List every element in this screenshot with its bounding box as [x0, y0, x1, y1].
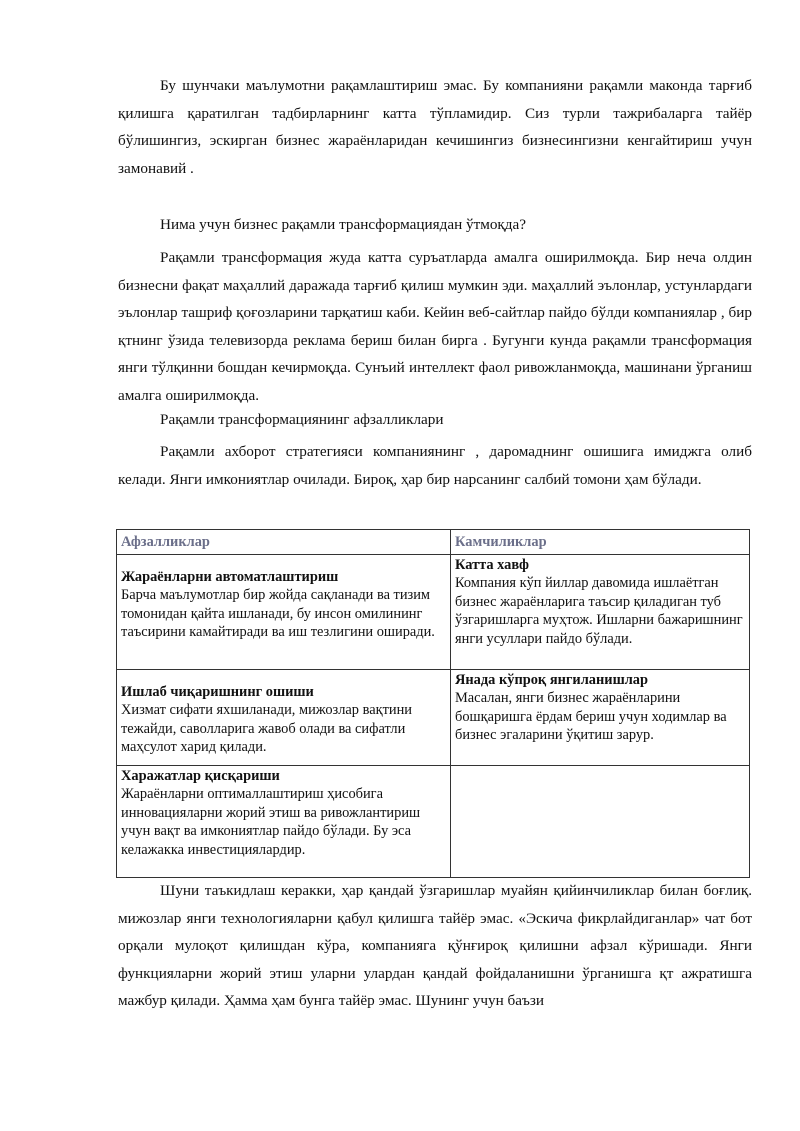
table-row — [117, 669, 750, 765]
paragraph-strategy: Рақамли ахборот стратегияси компаниянинг , даромаднинг ошишига имиджга олиб келади. Янги имкониятлар очилади. Бироқ, ҳар бир нарсанинг салбий томони ҳам бўлади. — [118, 443, 752, 488]
advantage-text: Барча маълумотлар бир жойда сақланади ва тизим томонидан қайта ишланади, бу инсон омилининг таъсирини камайтиради ва иш тезлигини оширади. — [121, 587, 435, 641]
paragraph-challenges: Шуни таъкидлаш керакки, ҳар қандай ўзгаришлар муайян қийинчиликлар билан боғлиқ. мижозлар янги технологияларни қабул қилишга тайёр эмас. «Эскича фикрлайдиганлар» чат бот орқали мулоқот қилишдан кўра, компанияга қўнғироқ қилишни афзал кўришади. Янги функцияларни жорий этиш уларни улардан қандай фойдаланишни ўрганишга қт ажратишга мажбур қилади. Ҳамма ҳам бунга тайёр эмас. Шунинг учун баъзи — [118, 882, 752, 1009]
section-heading-advantages: Рақамли трансформациянинг афзалликлари — [160, 411, 444, 428]
table-row — [117, 554, 750, 669]
disadvantage-cell — [451, 669, 750, 765]
advantage-title: Харажатлар қисқариши — [121, 767, 280, 784]
disadvantage-text: Компания кўп йиллар давомида ишлаётган бизнес жараёнларига таъсир қиладиган туб ўзгаришларга муҳтож. Ишларни бажаришнинг янги усуллари пайдо бўлади. — [455, 575, 743, 647]
advantage-cell — [117, 669, 451, 765]
disadvantage-cell — [451, 554, 750, 669]
advantage-cell — [117, 554, 451, 669]
table-header-row — [117, 530, 750, 555]
header-advantages: Афзалликлар — [117, 530, 451, 555]
advantage-text: Хизмат сифати яхшиланади, мижозлар вақтини тежайди, саволларига жавоб олади ва сифатли маҳсулот харид қилади. — [121, 702, 412, 756]
disadvantage-text: Масалан, янги бизнес жараёнларини бошқаришга ёрдам бериш учун ходимлар ва бизнес эгаларини ўқитиш зарур. — [455, 690, 727, 744]
advantage-cell — [117, 765, 451, 877]
advantage-title: Ишлаб чиқаришнинг ошиши — [121, 683, 314, 700]
header-disadvantages: Камчиликлар — [451, 530, 750, 555]
advantage-title: Жараёнларни автоматлаштириш — [121, 568, 339, 585]
advantage-text: Жараёнларни оптималлаштириш ҳисобига инновацияларни жорий этиш ва ривожлантириш учун вақт ва имкониятлар пайдо бўлади. Бу эса келажакка инвестициялардир. — [121, 786, 421, 858]
table-row — [117, 765, 750, 877]
comparison-table — [116, 529, 750, 878]
disadvantage-cell-empty — [451, 765, 750, 877]
disadvantage-title: Катта хавф — [455, 556, 530, 573]
section-heading-why: Нима учун бизнес рақамли трансформациядан ўтмоқда? — [160, 216, 527, 233]
paragraph-transformation: Рақамли трансформация жуда катта суръатларда амалга оширилмоқда. Бир неча олдин бизнесни фақат маҳаллий даражада тарғиб қилиш мумкин эди. маҳаллий эълонлар, устунлардаги эълонлар ташриф қоғозларини тарқатиш каби. Кейин веб-сайтлар пайдо бўлди компаниялар , бир қтнинг ўзида телевизорда реклама бериш билан бирга . Бугунги кунда рақамли трансформация янги тўлқинни бошдан кечирмоқда. Сунъий интеллект фаол ривожланмоқда, машинани ўрганиш амалга оширилмоқда. — [118, 249, 752, 404]
paragraph-intro: Бу шунчаки маълумотни рақамлаштириш эмас. Бу компанияни рақамли маконда тарғиб қилишга қаратилган тадбирларнинг катта тўпламидир. Сиз турли тажрибаларга тайёр бўлишингиз, эскирган бизнес жараёнларидан кечишингиз бизнесингизни кенгайтириш учун замонавий . — [118, 77, 752, 177]
disadvantage-title: Янада кўпроқ янгиланишлар — [455, 671, 648, 688]
